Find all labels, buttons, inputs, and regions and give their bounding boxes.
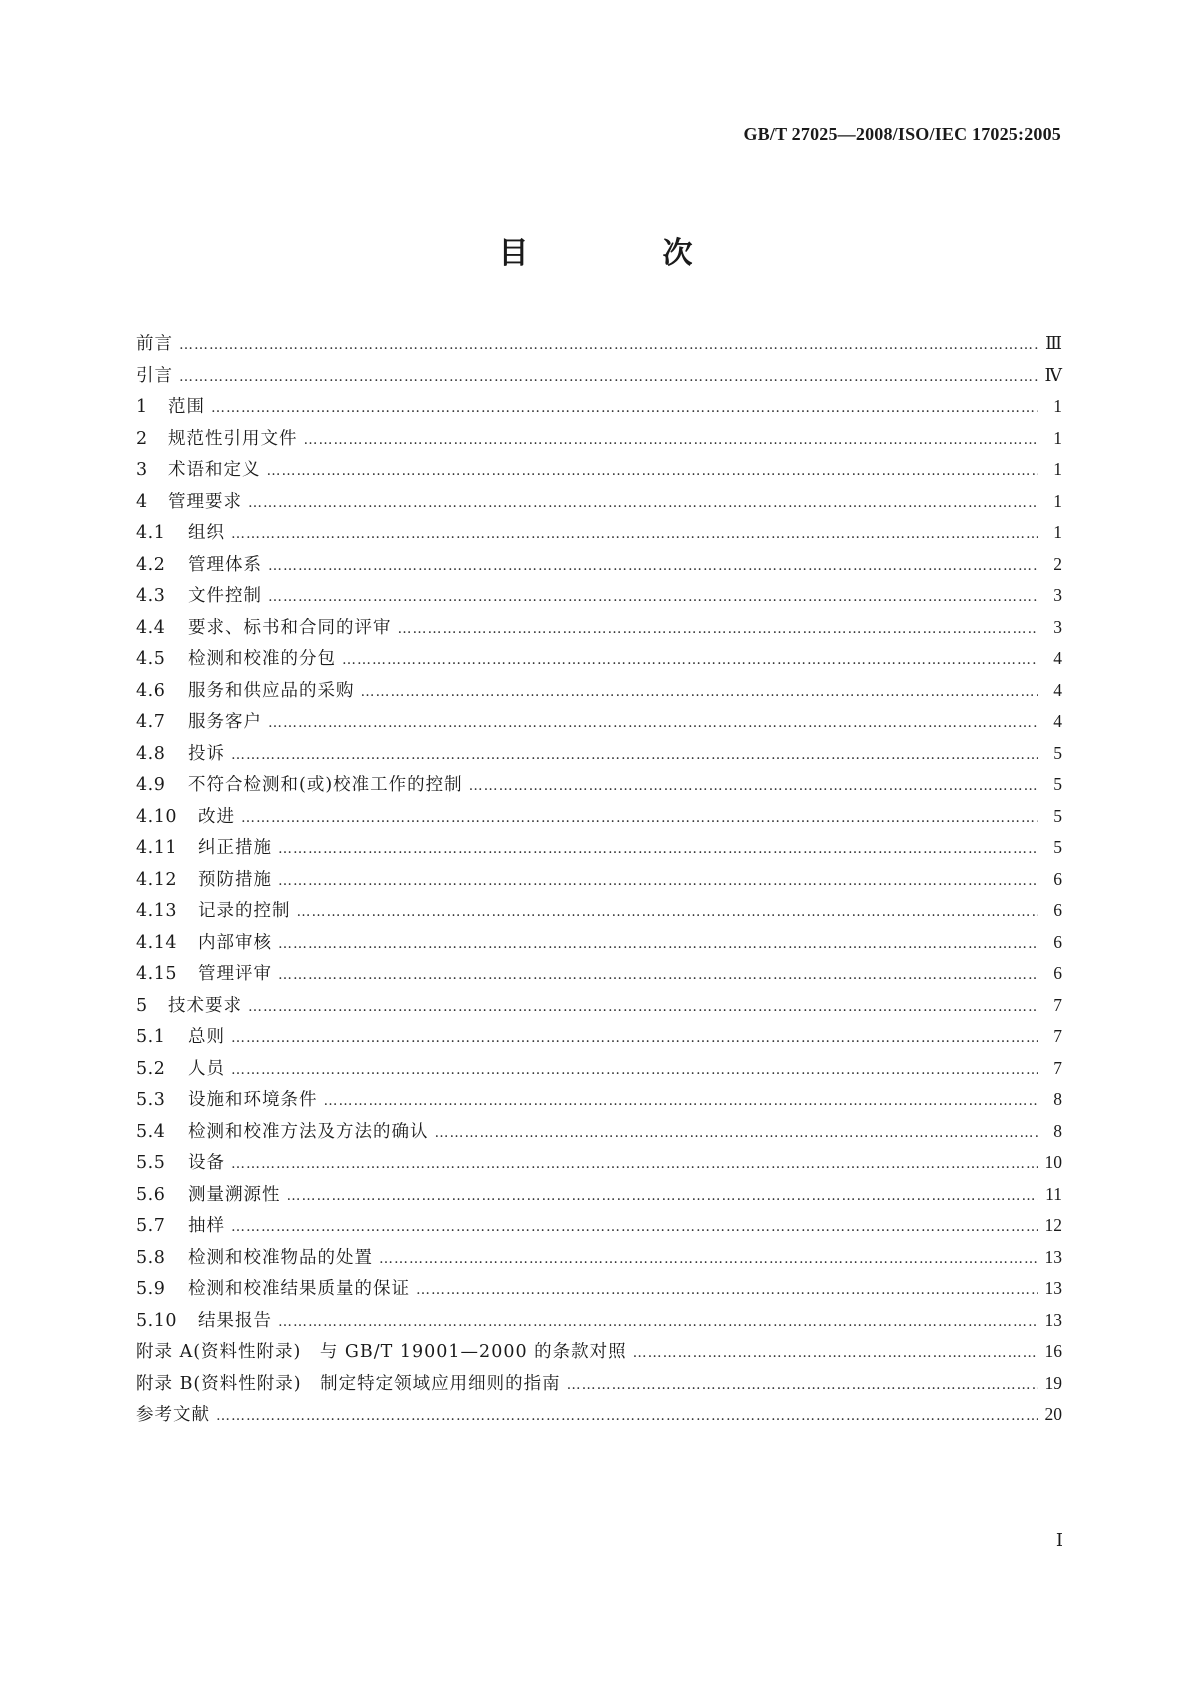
- toc-entry-label: [136, 1117, 435, 1149]
- toc-entry-number: 4.2: [136, 554, 166, 575]
- toc-entry-title: 纠正措施: [198, 838, 272, 858]
- toc-entry-page: 1: [1053, 396, 1062, 416]
- toc-entry-page: 4: [1053, 711, 1062, 731]
- toc-entry[interactable]: [136, 1399, 1062, 1431]
- toc-entry[interactable]: [136, 328, 1062, 360]
- toc-entry-page: 10: [1044, 1152, 1062, 1172]
- toc-entry[interactable]: [136, 1242, 1062, 1274]
- toc-dot-leader: [231, 740, 1038, 772]
- toc-entry-number: 2: [136, 428, 148, 449]
- toc-entry-title: 测量溯源性: [188, 1184, 281, 1205]
- toc-dot-leader: [268, 551, 1038, 583]
- toc-entry[interactable]: [136, 517, 1062, 549]
- toc-entry-label: [136, 1369, 567, 1401]
- toc-entry-label: [136, 1148, 231, 1180]
- toc-entry-number: 5.7: [136, 1216, 166, 1236]
- toc-entry-label: [136, 833, 278, 865]
- toc-entry-title: 记录的控制: [198, 901, 291, 921]
- toc-entry-label: [136, 329, 179, 361]
- toc-dot-leader: [342, 645, 1038, 677]
- toc-entry-title: 附录 A(资料性附录) 与 GB/T 19001—2000 的条款对照: [136, 1342, 627, 1362]
- toc-dot-leader: [231, 1212, 1038, 1244]
- toc-entry-label: [136, 959, 278, 991]
- toc-entry-number: 5.10: [136, 1310, 177, 1331]
- toc-entry-label: [136, 1054, 231, 1086]
- toc-entry[interactable]: [136, 486, 1062, 518]
- toc-dot-leader: [268, 582, 1038, 614]
- toc-entry-page: 13: [1044, 1278, 1062, 1298]
- toc-dot-leader: [633, 1338, 1038, 1370]
- toc-entry-page: Ⅲ: [1045, 333, 1062, 353]
- toc-entry-page: 3: [1053, 585, 1062, 605]
- toc-entry-page: 5: [1053, 837, 1062, 857]
- toc-entry-title: 要求、标书和合同的评审: [188, 617, 392, 638]
- toc-entry-page: 5: [1053, 774, 1062, 794]
- toc-entry-label: [136, 487, 248, 519]
- toc-dot-leader: [567, 1370, 1038, 1402]
- toc-entry-number: 4.13: [136, 901, 177, 921]
- toc-entry-number: 5.3: [136, 1090, 166, 1110]
- toc-entry-page: 4: [1053, 679, 1062, 700]
- toc-entry-title: 服务客户: [188, 712, 262, 732]
- toc-entry[interactable]: [136, 454, 1062, 486]
- toc-dot-leader: [231, 1023, 1038, 1055]
- toc-entry-page: 2: [1053, 553, 1062, 574]
- toc-entry-title: 改进: [198, 806, 235, 827]
- toc-entry-page: 13: [1044, 1246, 1062, 1267]
- toc-dot-leader: [248, 488, 1038, 520]
- toc-entry-label: [136, 1211, 231, 1243]
- toc-entry-page: 13: [1044, 1309, 1062, 1330]
- toc-entry-title: 管理评审: [198, 964, 272, 984]
- toc-entry-label: [136, 1306, 278, 1338]
- toc-entry-number: 5.8: [136, 1247, 166, 1268]
- toc-dot-leader: [304, 425, 1039, 457]
- toc-entry[interactable]: [136, 360, 1062, 392]
- toc-entry-page: 4: [1053, 648, 1062, 668]
- toc-entry-label: [136, 1274, 416, 1306]
- toc-entry-page: Ⅳ: [1044, 364, 1062, 385]
- toc-entry-page: 7: [1053, 994, 1062, 1015]
- toc-dot-leader: [361, 677, 1039, 709]
- toc-entry[interactable]: [136, 1336, 1062, 1368]
- toc-entry-number: 4.5: [136, 649, 166, 669]
- toc-entry-page: 6: [1053, 868, 1062, 889]
- toc-entry-label: [136, 392, 211, 424]
- toc-dot-leader: [287, 1181, 1039, 1213]
- toc-entry-page: 7: [1053, 1057, 1062, 1078]
- toc-entry-label: [136, 896, 297, 928]
- toc-dot-leader: [278, 866, 1038, 898]
- toc-dot-leader: [324, 1086, 1039, 1118]
- toc-entry-number: 4.8: [136, 743, 166, 764]
- toc-dot-leader: [231, 1149, 1038, 1181]
- toc-entry-number: 4.15: [136, 964, 177, 984]
- toc-dot-leader: [416, 1275, 1038, 1307]
- toc-entry-title: 参考文献: [136, 1405, 210, 1425]
- toc-entry-page: 12: [1044, 1215, 1062, 1235]
- toc-entry[interactable]: [136, 1368, 1062, 1400]
- toc-entry-title: 内部审核: [198, 932, 272, 953]
- toc-entry[interactable]: [136, 391, 1062, 423]
- toc-entry-label: [136, 865, 278, 897]
- toc-entry-page: 5: [1053, 742, 1062, 763]
- toc-entry[interactable]: [136, 675, 1062, 707]
- toc-entry-label: [136, 991, 248, 1023]
- toc-entry-label: [136, 1180, 287, 1212]
- toc-entry-title: 预防措施: [198, 869, 272, 890]
- toc-dot-leader: [267, 456, 1039, 488]
- standard-code-header: GB/T 27025—2008/ISO/IEC 17025:2005: [743, 124, 1061, 144]
- toc-entry-page: 16: [1044, 1341, 1062, 1361]
- toc-entry-label: [136, 518, 231, 550]
- toc-entry[interactable]: [136, 549, 1062, 581]
- toc-dot-leader: [231, 1055, 1038, 1087]
- toc-dot-leader: [268, 708, 1038, 740]
- toc-entry-title: 管理要求: [168, 491, 242, 512]
- toc-entry[interactable]: [136, 1305, 1062, 1337]
- page-title: 目 次: [498, 236, 745, 271]
- toc-entry[interactable]: [136, 990, 1062, 1022]
- toc-entry-number: 4.3: [136, 586, 166, 606]
- toc-entry-label: [136, 802, 241, 834]
- toc-dot-leader: [278, 960, 1038, 992]
- toc-entry-label: [136, 550, 268, 582]
- toc-entry-title: 人员: [188, 1058, 225, 1079]
- toc-dot-leader: [469, 771, 1038, 803]
- toc-entry-page: 1: [1053, 427, 1062, 448]
- toc-entry-page: 8: [1053, 1120, 1062, 1141]
- toc-dot-leader: [179, 362, 1038, 394]
- toc-entry-label: [136, 424, 304, 456]
- toc-entry[interactable]: [136, 864, 1062, 896]
- toc-entry-page: 7: [1053, 1026, 1062, 1046]
- toc-entry-label: [136, 676, 361, 708]
- toc-entry-number: 4.9: [136, 775, 166, 795]
- toc-entry-title: 检测和校准物品的处置: [188, 1247, 373, 1268]
- toc-entry-label: [136, 361, 179, 393]
- toc-entry-page: 6: [1053, 931, 1062, 952]
- toc-dot-leader: [297, 897, 1039, 929]
- toc-entry-title: 前言: [136, 334, 173, 354]
- toc-entry-title: 文件控制: [188, 586, 262, 606]
- toc-dot-leader: [241, 803, 1038, 835]
- toc-entry-label: [136, 1085, 324, 1117]
- toc-entry-number: 4.7: [136, 712, 166, 732]
- toc-entry-number: 4: [136, 491, 148, 512]
- toc-entry-label: [136, 644, 342, 676]
- toc-entry[interactable]: [136, 769, 1062, 801]
- toc-entry-number: 5.6: [136, 1184, 166, 1205]
- toc-dot-leader: [379, 1244, 1038, 1276]
- toc-entry[interactable]: [136, 1116, 1062, 1148]
- toc-entry[interactable]: [136, 927, 1062, 959]
- toc-entry-label: [136, 455, 267, 487]
- toc-entry-number: 3: [136, 460, 148, 480]
- toc-entry-title: 总则: [188, 1027, 225, 1047]
- toc-entry-page: 8: [1053, 1089, 1062, 1109]
- toc-entry-title: 不符合检测和(或)校准工作的控制: [188, 775, 463, 795]
- toc-entry-label: [136, 928, 278, 960]
- toc-entry-title: 结果报告: [198, 1310, 272, 1331]
- toc-entry-number: 4.12: [136, 869, 177, 890]
- table-of-contents: [136, 328, 1062, 1431]
- toc-entry[interactable]: [136, 801, 1062, 833]
- toc-entry[interactable]: [136, 706, 1062, 738]
- toc-dot-leader: [278, 834, 1038, 866]
- toc-entry[interactable]: [136, 895, 1062, 927]
- toc-entry-title: 设施和环境条件: [188, 1090, 318, 1110]
- toc-entry-number: 4.10: [136, 806, 177, 827]
- toc-entry-label: [136, 739, 231, 771]
- toc-entry-number: 4.11: [136, 838, 177, 858]
- toc-dot-leader: [216, 1401, 1038, 1433]
- toc-entry[interactable]: [136, 580, 1062, 612]
- toc-entry-label: [136, 1400, 216, 1432]
- toc-dot-leader: [211, 393, 1038, 425]
- toc-entry-number: 5.9: [136, 1279, 166, 1299]
- toc-dot-leader: [398, 614, 1039, 646]
- toc-entry[interactable]: [136, 1021, 1062, 1053]
- toc-entry-page: 1: [1053, 522, 1062, 542]
- toc-entry[interactable]: [136, 832, 1062, 864]
- toc-entry-page: 19: [1044, 1372, 1062, 1393]
- toc-entry-page: 6: [1053, 900, 1062, 920]
- toc-entry-title: 服务和供应品的采购: [188, 680, 355, 701]
- toc-entry-page: 1: [1053, 459, 1062, 479]
- toc-entry-title: 组织: [188, 523, 225, 543]
- toc-entry-title: 设备: [188, 1153, 225, 1173]
- toc-entry-number: 5.2: [136, 1058, 166, 1079]
- toc-entry-number: 5.5: [136, 1153, 166, 1173]
- toc-dot-leader: [278, 1307, 1038, 1339]
- toc-dot-leader: [179, 330, 1038, 362]
- toc-dot-leader: [435, 1118, 1039, 1150]
- toc-entry[interactable]: [136, 958, 1062, 990]
- toc-entry-number: 4.14: [136, 932, 177, 953]
- toc-entry-title: 投诉: [188, 743, 225, 764]
- toc-entry-title: 范围: [168, 397, 205, 417]
- toc-entry-label: [136, 581, 268, 613]
- toc-entry-page: 20: [1044, 1404, 1062, 1424]
- toc-dot-leader: [231, 519, 1038, 551]
- page-number: Ⅰ: [1055, 1530, 1063, 1550]
- toc-entry-page: 11: [1045, 1183, 1062, 1204]
- toc-entry-page: 6: [1053, 963, 1062, 983]
- toc-entry-number: 5: [136, 995, 148, 1016]
- toc-entry-label: [136, 613, 398, 645]
- toc-entry-title: 附录 B(资料性附录) 制定特定领域应用细则的指南: [136, 1373, 561, 1394]
- toc-dot-leader: [278, 929, 1038, 961]
- toc-entry-title: 检测和校准结果质量的保证: [188, 1279, 410, 1299]
- toc-entry[interactable]: [136, 1147, 1062, 1179]
- toc-entry[interactable]: [136, 423, 1062, 455]
- toc-entry-number: 5.1: [136, 1027, 166, 1047]
- toc-entry-title: 管理体系: [188, 554, 262, 575]
- toc-entry[interactable]: [136, 643, 1062, 675]
- toc-entry-title: 检测和校准方法及方法的确认: [188, 1121, 429, 1142]
- toc-entry[interactable]: [136, 1210, 1062, 1242]
- toc-entry-title: 规范性引用文件: [168, 428, 298, 449]
- toc-entry[interactable]: [136, 1179, 1062, 1211]
- toc-entry-number: 5.4: [136, 1121, 166, 1142]
- toc-entry[interactable]: [136, 1084, 1062, 1116]
- toc-entry-title: 技术要求: [168, 995, 242, 1016]
- toc-entry-title: 检测和校准的分包: [188, 649, 336, 669]
- toc-entry[interactable]: [136, 738, 1062, 770]
- toc-entry-page: 1: [1053, 490, 1062, 511]
- toc-entry[interactable]: [136, 1053, 1062, 1085]
- toc-entry-page: 5: [1053, 805, 1062, 826]
- toc-entry-label: [136, 1022, 231, 1054]
- toc-entry-label: [136, 770, 469, 802]
- toc-entry-title: 抽样: [188, 1216, 225, 1236]
- toc-entry-page: 3: [1053, 616, 1062, 637]
- toc-entry-number: 1: [136, 397, 148, 417]
- toc-entry[interactable]: [136, 1273, 1062, 1305]
- toc-entry-number: 4.4: [136, 617, 166, 638]
- toc-entry[interactable]: [136, 612, 1062, 644]
- toc-entry-label: [136, 1243, 379, 1275]
- toc-entry-title: 术语和定义: [168, 460, 261, 480]
- toc-entry-number: 4.6: [136, 680, 166, 701]
- toc-entry-number: 4.1: [136, 523, 166, 543]
- toc-entry-label: [136, 1337, 633, 1369]
- toc-entry-title: 引言: [136, 365, 173, 386]
- toc-dot-leader: [248, 992, 1038, 1024]
- toc-entry-label: [136, 707, 268, 739]
